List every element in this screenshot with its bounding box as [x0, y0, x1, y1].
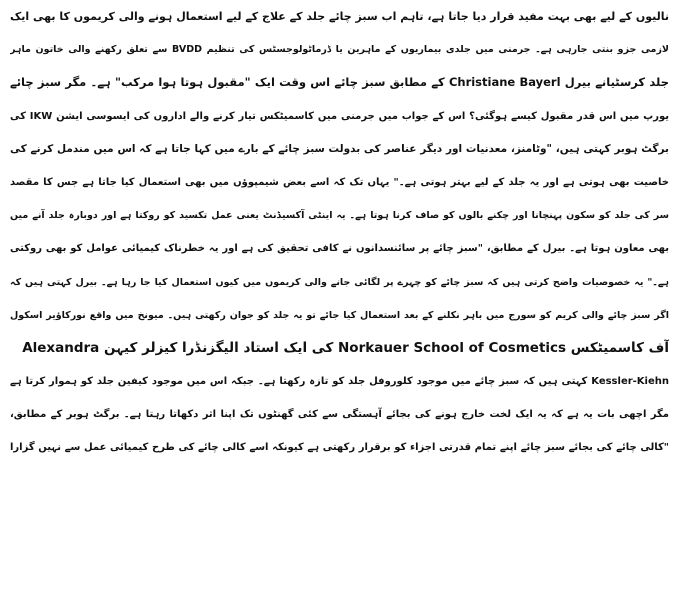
article-line: ہے۔" یہ خصوصیات واضح کرتی ہیں کہ سبز چائے کو چہرے پر لگائی جانے والی کریموں میں کیوں استعمال کیا جا رہا ہے۔ بیرل کہتی ہیں کہ [10, 276, 669, 288]
article-line: برگٹ ہوبر کہتی ہیں، "وٹامنز، معدنیات اور دیگر عناصر کی بدولت سبز چائے کے بارے میں کہا جاتا ہے کہ اس میں مندمل کرنے کی [10, 142, 669, 155]
article-line: "کالی چائے کی بجائے سبز چائے اپنے تمام قدرتی اجزاء کو برقرار رکھتی ہے کیونکہ اسے کالی چائے کی طرح کیمیائی عمل سے نہیں گزارا [10, 442, 669, 454]
article-line: بھی معاون ہوتا ہے۔ بیرل کے مطابق، "سبز چائے پر سائنسدانوں نے کافی تحقیق کی ہے اور یہ خطرناک کیمیائی عوامل کو بھی روکتی [10, 243, 669, 255]
article-line: لازمی جزو بنتی جارہی ہے۔ جرمنی میں جلدی بیماریوں کے ماہرین یا ڈرماٹولوجسٹس کی تنظیم BVDD سے تعلق رکھنے والی خاتون ماہر [10, 44, 669, 56]
article-line: نالیوں کے لیے بھی بہت مفید قرار دیا جاتا ہے، تاہم اب سبز چائے جلد کے علاج کے لیے استعمال ہونے والی کریموں کا بھی ایک [10, 10, 669, 23]
article-line: مگر اچھی بات یہ ہے کہ یہ ایک لخت خارج ہونے کی بجائے آہستگی سے کئی گھنٹوں تک اپنا اثر دکھاتا رہتا ہے۔ برگٹ ہوبر کے مطابق، [10, 409, 669, 421]
article-line: یورپ میں اس قدر مقبول کیسے ہوگئی؟ اس کے جواب میں جرمنی میں کاسمیٹکس تیار کرنے والے اداروں کی ایسوسی ایشن IKW کی [10, 110, 669, 122]
article-line: اگر سبز چائے والی کریم کو سورج میں باہر نکلنے کے بعد استعمال کیا جائے تو یہ جلد کو جوان رکھتی ہیں۔ میونخ میں واقع نورکاؤیر اسکول [10, 309, 669, 321]
article-line: جلد کرسٹیانے بیرل Christiane Bayerl کے مطابق سبز چائے اس وقت ایک "مقبول ہوتا ہوا مرکب" ہے۔ مگر سبز چائے [10, 75, 669, 90]
article-line: خاصیت بھی ہوتی ہے اور یہ جلد کے لیے بہتر ہوتی ہے۔" یہاں تک کہ اسے بعض شیمپوؤں میں بھی استعمال کیا جاتا ہے جس کا مقصد [10, 176, 669, 188]
article-line: آف کاسمیٹکس Norkauer School of Cosmetics کی ایک استاد الیگزنڈرا کیزلر کیہن Alexandra [22, 339, 669, 356]
article-line: سر کی جلد کو سکون پہنچانا اور چکنے بالوں کو صاف کرنا ہوتا ہے۔ یہ اینٹی آکسیڈنٹ یعنی عمل تکسید کو روکتا ہے اور دوبارہ جلد آنے میں [10, 210, 669, 222]
article-line: Kessler-Kiehn کہتی ہیں کہ سبز چائے میں موجود کلوروفل جلد کو تازہ رکھتا ہے۔ جبکہ اس میں موجود کیفین جلد کو ہموار کرتا ہے [10, 376, 669, 388]
